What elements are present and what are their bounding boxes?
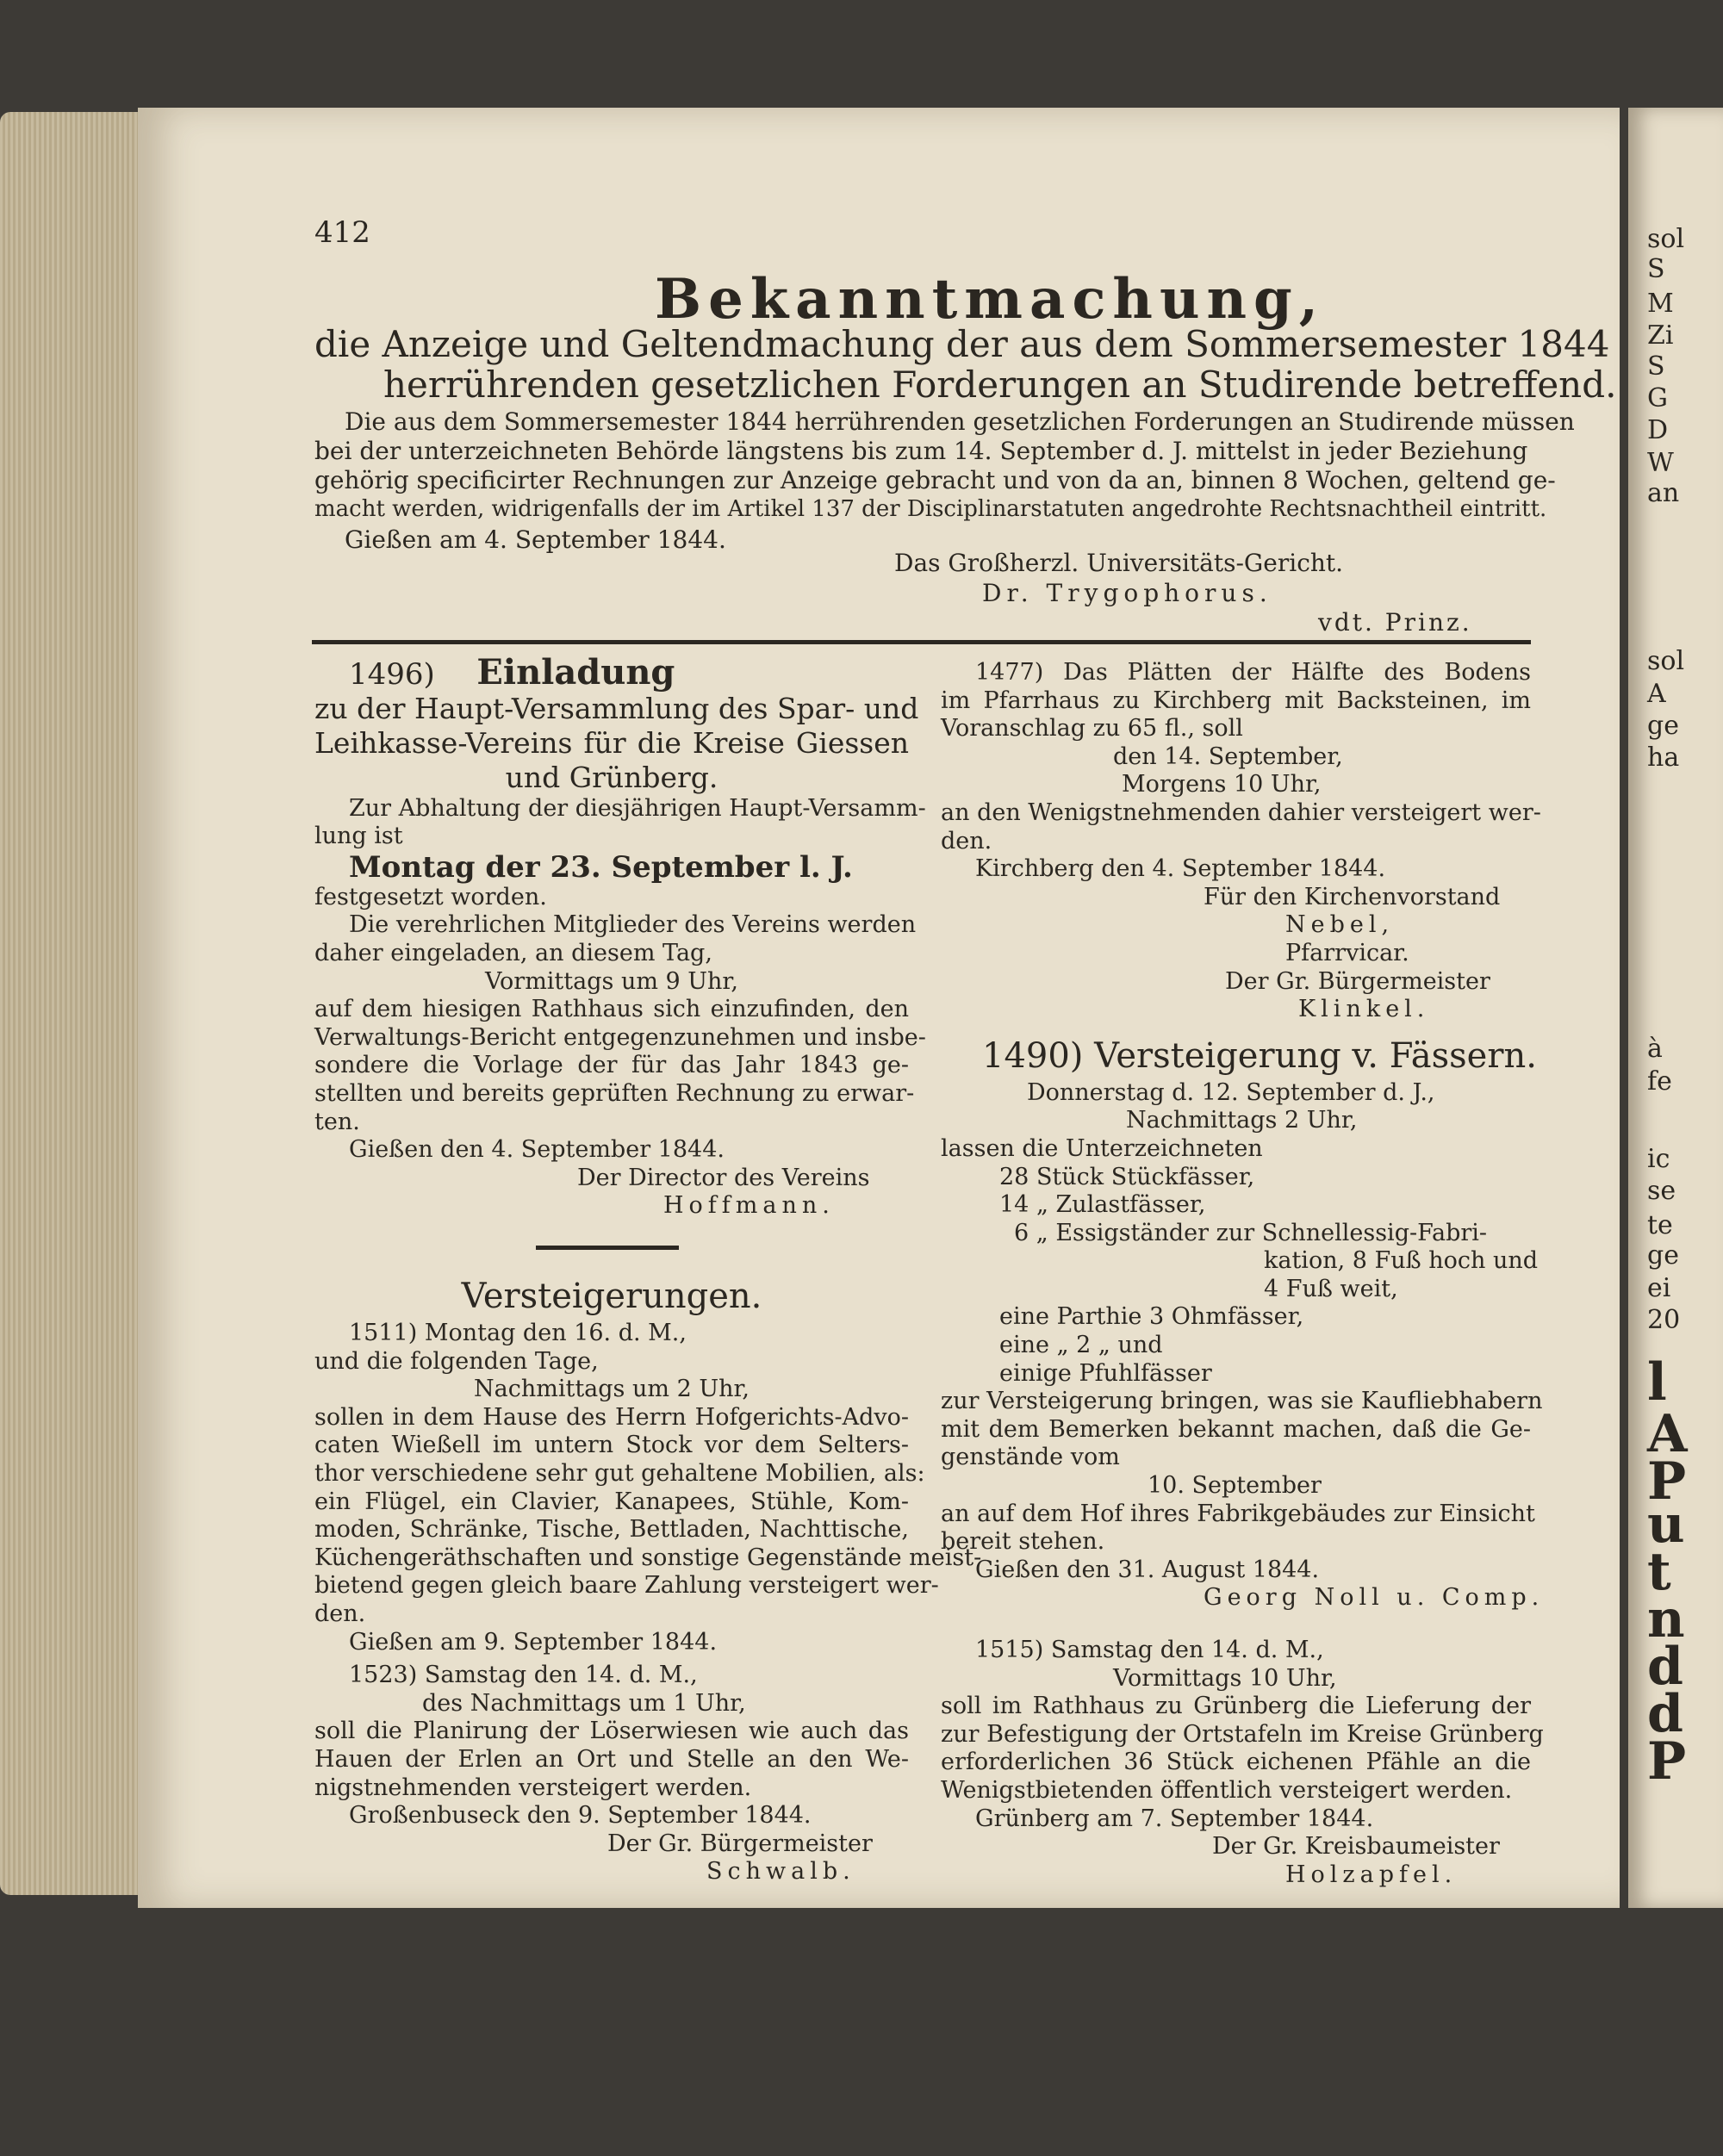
n1490-line-9: eine Parthie 3 Ohmfässer, (999, 1303, 1304, 1331)
n1477-board: Für den Kirchenvorstand (1204, 883, 1501, 910)
n1511-line-10: bietend gegen gleich baare Zahlung versteigert wer- (314, 1572, 939, 1600)
einladung-body-2: lung ist (314, 823, 403, 850)
notice-title: Bekanntmachung, (655, 267, 1326, 332)
einladung-head-2: Leihkasse-Vereins für die Kreise Giessen (314, 725, 909, 760)
n1490-line-11: einige Pfuhlfässer (999, 1359, 1212, 1387)
notice-line-3: gehörig specificirter Rechnungen zur Anzeige gebracht und von da an, binnen 8 Wochen, geltend ge- (314, 466, 1556, 494)
n1477-klinkel: Klinkel. (1298, 996, 1430, 1023)
n1511-line-9: Küchengeräthschaften und sonstige Gegenstände meist- (314, 1544, 982, 1571)
n1477-mayor: Der Gr. Bürgermeister (1225, 967, 1490, 995)
n1490-line-16: an auf dem Hof ihres Fabrikgebäudes zur Einsicht (941, 1500, 1535, 1527)
n1511-line-7: ein Flügel, ein Clavier, Kanapees, Stühle, Kom- (314, 1488, 909, 1515)
einladung-body-6: daher eingeladen, an diesem Tag, (314, 939, 712, 966)
next-page-fragment: l (1647, 1352, 1667, 1413)
n1511-line-2: und die folgenden Tage, (314, 1347, 599, 1375)
left-column (314, 652, 926, 1221)
next-page-fragment: t (1647, 1542, 1671, 1602)
n1511-line-4: sollen in dem Hause des Herrn Hofgerichts-Advo- (314, 1403, 909, 1431)
n1511-date: Gießen am 9. September 1844. (349, 1628, 718, 1656)
einladung-body-9: Verwaltungs-Bericht entgegenzunehmen und insbe- (314, 1023, 926, 1051)
n1523-name: Schwalb. (706, 1858, 855, 1886)
n1490-line-6: 6 „ Essigständer zur Schnellessig-Fabri- (1014, 1219, 1488, 1246)
n1490-line-10: eine „ 2 „ und (999, 1332, 1163, 1359)
next-page-fragment: te (1647, 1210, 1673, 1240)
next-page-fragment: ge (1647, 711, 1679, 741)
right-column (941, 659, 1545, 1889)
notice-line-1: Die aus dem Sommersemester 1844 herrührenden gesetzlichen Forderungen an Studirende müssen (345, 407, 1575, 436)
n1477-line-7: den. (941, 827, 992, 854)
notice-authority: Das Großherzl. Universitäts-Gericht. (894, 549, 1344, 577)
next-page-fragment: ha (1647, 742, 1680, 773)
n1477-line-4: den 14. September, (1113, 742, 1343, 770)
next-page-fragment: d (1647, 1684, 1683, 1744)
n1477-nebel: Nebel, (1285, 911, 1395, 939)
next-page-fragment: D (1647, 415, 1669, 445)
n1477-line-5: Morgens 10 Uhr, (1122, 771, 1322, 798)
next-page-fragment: d (1647, 1637, 1683, 1697)
n1515-line-5: erforderlichen 36 Stück eichenen Pfähle an die (941, 1749, 1531, 1776)
n1515-line-1: 1515) Samstag den 14. d. M., (975, 1637, 1324, 1663)
notice-signer: Dr. Trygophorus. (982, 579, 1272, 607)
next-page-fragment: ic (1647, 1144, 1670, 1174)
n1490-line-1: Donnerstag d. 12. September d. J., (1027, 1078, 1435, 1106)
n1490-line-13: mit dem Bemerken bekannt machen, daß die Ge- (941, 1415, 1531, 1443)
next-page-fragment: P (1647, 1731, 1687, 1792)
n1523-line-4: Hauen der Erlen an Ort und Stelle an den We- (314, 1745, 909, 1773)
einladung-body-7: Vormittags um 9 Uhr, (485, 967, 738, 995)
n1511-line-11: den. (314, 1600, 366, 1627)
einladung-body-4: festgesetzt worden. (314, 883, 547, 910)
n1490-line-2: Nachmittags 2 Uhr, (1126, 1107, 1358, 1134)
n1523-line-5: nigstnehmenden versteigert werden. (314, 1774, 752, 1801)
einladung-body-10: sondere die Vorlage der für das Jahr 1843 ge- (314, 1052, 909, 1079)
einladung-body-12: ten. (314, 1108, 360, 1135)
einladung-body-5: Die verehrlichen Mitglieder des Vereins werden (349, 911, 917, 939)
next-page-fragment: S (1647, 351, 1665, 382)
next-page-fragment: à (1647, 1034, 1663, 1064)
next-page-fragment: A (1647, 1404, 1688, 1464)
n1490-line-14: genstände vom (941, 1444, 1120, 1471)
notice-subtitle-1: die Anzeige und Geltendmachung der aus dem Sommersemester 1844 (314, 323, 1610, 365)
n1515-line-4: zur Befestigung der Ortstafeln im Kreise Grünberg (941, 1720, 1544, 1748)
short-divider (536, 1246, 679, 1250)
n1490-line-17: bereit stehen. (941, 1528, 1105, 1556)
n1511-line-3: Nachmittags um 2 Uhr, (474, 1376, 750, 1403)
einladung-head-1: zu der Haupt-Versammlung des Spar- und (314, 691, 919, 725)
einladung-head-3: und Grünberg. (505, 760, 718, 794)
n1490-line-12: zur Versteigerung bringen, was sie Kaufliebhabern (941, 1388, 1543, 1415)
next-page-fragment: 20 (1647, 1305, 1681, 1335)
einladung-title: Einladung (476, 652, 675, 693)
einladung-name: Hoffmann. (663, 1192, 835, 1220)
next-page-fragment: se (1647, 1176, 1676, 1206)
n1515-line-2: Vormittags 10 Uhr, (1113, 1664, 1337, 1692)
n1511-line-6: thor verschiedene sehr gut gehaltene Mobilien, als: (314, 1459, 925, 1487)
next-page-fragment: S (1647, 254, 1665, 284)
n1490-line-5: 14 „ Zulastfässer, (999, 1191, 1206, 1219)
n1490-line-15: 10. September (1148, 1472, 1322, 1500)
n1523-line-2: des Nachmittags um 1 Uhr, (422, 1689, 746, 1717)
n1490-company: Georg Noll u. Comp. (1204, 1584, 1545, 1612)
next-page-fragment: G (1647, 383, 1668, 413)
einladung-date-highlight: Montag der 23. September l. J. (349, 849, 853, 885)
n1477-line-2: im Pfarrhaus zu Kirchberg mit Backsteinen, im (941, 687, 1531, 714)
n1515-line-6: Wenigstbietenden öffentlich versteigert werden. (941, 1776, 1513, 1804)
n1477-line-1: 1477) Das Plätten der Hälfte des Bodens (975, 659, 1531, 686)
next-page-fragment: P (1647, 1451, 1687, 1512)
n1477-pfarrvicar: Pfarrvicar. (1285, 939, 1409, 966)
n1477-line-6: an den Wenigstnehmenden dahier versteigert wer- (941, 798, 1541, 826)
n1511-line-5: caten Wießell im untern Stock vor dem Selters- (314, 1432, 909, 1459)
n1477-date: Kirchberg den 4. September 1844. (975, 855, 1386, 883)
n1515-date: Grünberg am 7. September 1844. (975, 1805, 1374, 1832)
n1523-title: Der Gr. Bürgermeister (607, 1830, 873, 1857)
next-page-fragment: fe (1647, 1066, 1672, 1097)
next-page-fragment: an (1647, 478, 1680, 508)
n1515-name: Holzapfel. (1285, 1861, 1458, 1888)
notice-line-4: macht werden, widrigenfalls der im Artikel 137 der Disciplinarstatuten angedrohte Rechtsnachtheil eintritt. (314, 496, 1547, 522)
n1477-line-3: Voranschlag zu 65 fl., soll (941, 715, 1243, 742)
einladung-director: Der Director des Vereins (577, 1164, 870, 1191)
next-page-fragment: u (1647, 1494, 1685, 1555)
einladung-body-8: auf dem hiesigen Rathhaus sich einzufinden, den (314, 996, 909, 1023)
einladung-number: 1496) (349, 657, 435, 692)
versteigerungen-title: Versteigerungen. (461, 1277, 762, 1316)
next-page-fragment: Zi (1647, 320, 1674, 351)
n1511-line-1: 1511) Montag den 16. d. M., (349, 1320, 687, 1346)
n1490-line-7: kation, 8 Fuß hoch und (1264, 1247, 1539, 1275)
notice-vdt: vdt. Prinz. (1318, 608, 1472, 637)
next-page-fragment: ge (1647, 1240, 1679, 1271)
n1511-line-8: moden, Schränke, Tische, Bettladen, Nachttische, (314, 1516, 909, 1544)
notice-line-2: bei der unterzeichneten Behörde längstens bis zum 14. September d. J. mittelst in jeder Beziehung (314, 437, 1528, 465)
next-page-fragment: n (1647, 1589, 1685, 1650)
next-page-fragment: A (1647, 679, 1666, 709)
notice-date: Gießen am 4. September 1844. (345, 525, 726, 554)
next-page-fragment: M (1647, 289, 1674, 319)
n1515-title: Der Gr. Kreisbaumeister (1212, 1833, 1500, 1861)
n1523-date: Großenbuseck den 9. September 1844. (349, 1802, 812, 1830)
next-page-fragment: ei (1647, 1273, 1671, 1303)
einladung-body-11: stellten und bereits geprüften Rechnung zu erwar- (314, 1079, 915, 1107)
n1515-line-3: soll im Rathhaus zu Grünberg die Lieferung der (941, 1693, 1531, 1720)
next-page-strip (1628, 108, 1723, 1908)
n1490-line-4: 28 Stück Stückfässer, (999, 1163, 1255, 1190)
section-divider (312, 640, 1531, 644)
n1490-line-3: lassen die Unterzeichneten (941, 1134, 1263, 1162)
book-page-edges (0, 112, 146, 1895)
next-page-fragment: W (1647, 448, 1674, 478)
notice-subtitle-2: herrührenden gesetzlichen Forderungen an Studirende betreffend. (383, 363, 1617, 406)
n1523-line-3: soll die Planirung der Löserwiesen wie auch das (314, 1718, 909, 1745)
next-page-fragment: sol (1647, 646, 1685, 676)
n1490-line-8: 4 Fuß weit, (1264, 1275, 1398, 1302)
next-page-fragment: sol (1647, 224, 1685, 254)
left-column-auctions (314, 1273, 982, 1886)
einladung-body-1: Zur Abhaltung der diesjährigen Haupt-Versamm- (349, 794, 926, 822)
n1523-line-1: 1523) Samstag den 14. d. M., (349, 1662, 698, 1689)
n1490-date: Gießen den 31. August 1844. (975, 1556, 1320, 1583)
n1490-title: 1490) Versteigerung v. Fässern. (982, 1035, 1537, 1076)
page-number: 412 (314, 215, 370, 250)
einladung-date: Gießen den 4. September 1844. (349, 1136, 725, 1164)
